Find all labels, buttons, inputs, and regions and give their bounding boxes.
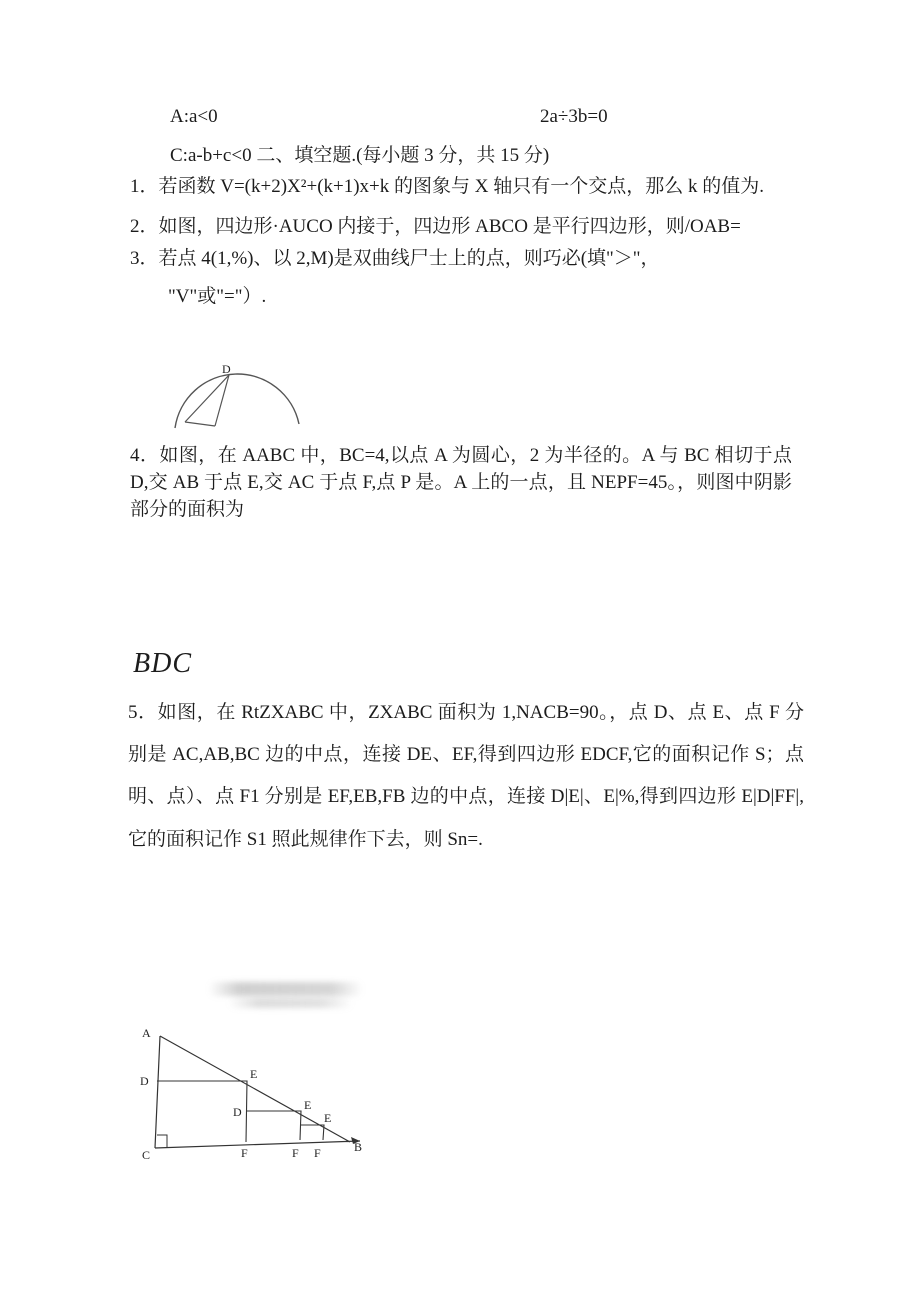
bdc-text: BDC: [133, 648, 192, 679]
question-3: 3．若点 4(1,%)、以 2,M)是双曲线尸士上的点，则巧必(填"＞"，: [130, 248, 660, 269]
right-angle-mark: [157, 1135, 167, 1147]
triangle-outline: [155, 1036, 360, 1148]
option-a-text: A:a<0: [170, 106, 218, 127]
point-label-b: B: [354, 1140, 363, 1154]
point-label-d: D: [222, 362, 231, 376]
point-label-e3: E: [324, 1111, 332, 1125]
scan-artifact-smudge: [228, 998, 353, 1008]
circle-arc-path: [175, 374, 299, 428]
question-4: 4．如图，在 AABC 中，BC=4,以点 A 为圆心，2 为半径的。A 与 BC 相切于点 D,交 AB 于点 E,交 AC 于点 F,点 P 是。A 上的一点，且 NEPF=45。，则图中阴影部分的面积为: [130, 445, 792, 520]
question-2: 2．如图，四边形·AUCO 内接于，四边形 ABCO 是平行四边形，则/OAB=: [130, 216, 741, 237]
question-5: 5．如图，在 RtZXABC 中，ZXABC 面积为 1,NACB=90。，点 D、点 E、点 F 分别是 AC,AB,BC 边的中点，连接 DE、EF,得到四边形 EDCF,它的面积记作 S；点明、点）、点 F1 分别是 EF,EB,FB 边的中点，连接 D|E|、E|%,得到四边形 E|D|FF|,它的面积记作 S1 照此规律作下去，则 Sn=.: [128, 702, 804, 850]
point-label-d2: D: [233, 1105, 242, 1119]
scan-artifact-smudge: [208, 982, 363, 996]
triangle-bdc-lines: [185, 375, 229, 426]
figure-circle-arc-triangle: [172, 362, 304, 434]
figure-nested-squares-triangle: [138, 1024, 370, 1166]
question-3-continued: "V"或"="）.: [168, 286, 267, 307]
point-label-f2: F: [292, 1146, 299, 1160]
option-c-section-heading: C:a-b+c<0 二、填空题.(每小题 3 分，共 15 分): [170, 145, 550, 166]
point-label-f3: F: [314, 1146, 321, 1160]
question-1: 1．若函数 V=(k+2)X²+(k+1)x+k 的图象与 X 轴只有一个交点，那么 k 的值为.: [130, 176, 764, 197]
point-label-a: A: [142, 1026, 151, 1040]
equation-text: 2a÷3b=0: [540, 106, 608, 127]
nested-square-3: [300, 1125, 324, 1140]
point-label-c: C: [142, 1148, 151, 1162]
point-label-d1: D: [140, 1074, 149, 1088]
point-label-f1: F: [241, 1146, 248, 1160]
point-label-e2: E: [304, 1098, 312, 1112]
nested-square-2: [246, 1111, 301, 1140]
point-label-e1: E: [250, 1067, 258, 1081]
